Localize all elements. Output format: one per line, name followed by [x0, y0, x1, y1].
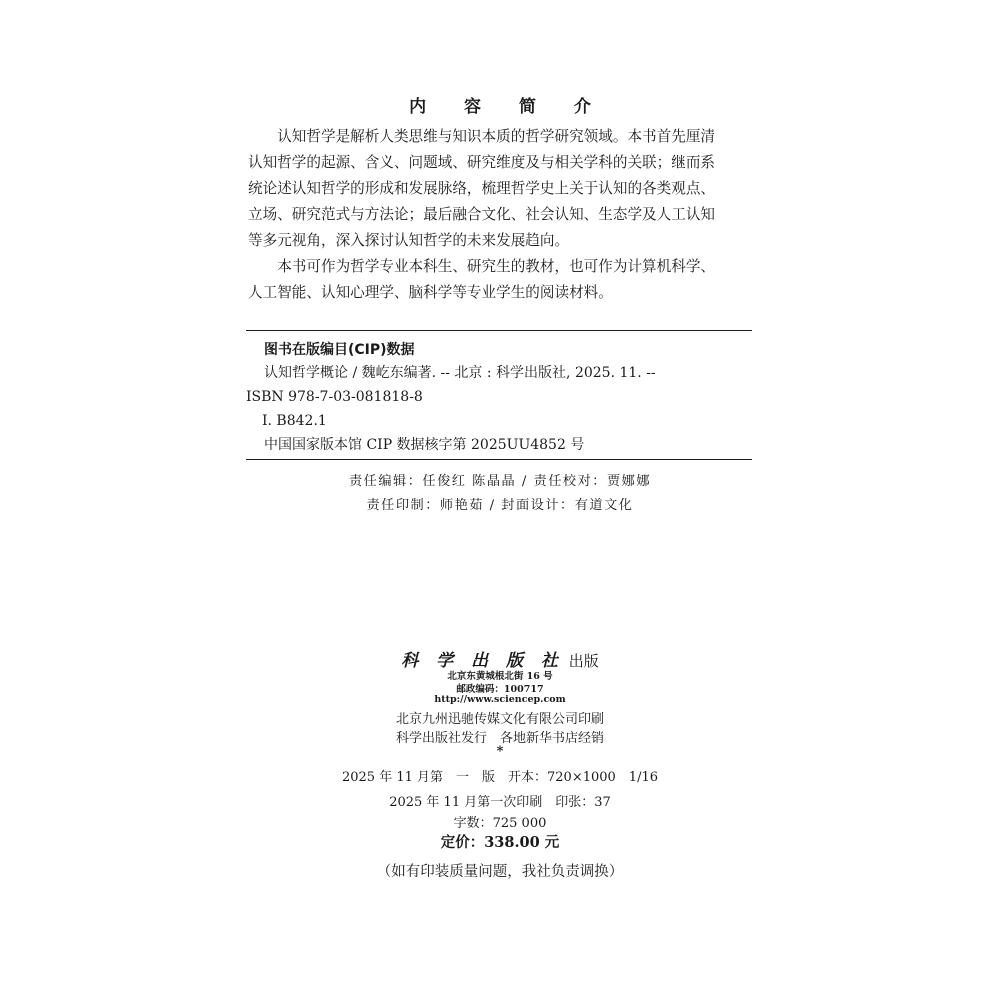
cip-bottom-rule [246, 459, 752, 460]
editors-line: 责任编辑：任俊红 陈晶晶 / 责任校对：贾娜娜 [348, 474, 652, 489]
intro-heading: 内 容 简 介 [409, 97, 607, 117]
word-count-line: 字数：725 000 [453, 816, 547, 831]
intro-line: 立场、研究范式与方法论；最后融合文化、社会认知、生态学及人工认知 [248, 206, 716, 223]
quality-note: （如有印装质量问题，我社负责调换） [376, 864, 624, 880]
cip-heading: 图书在版编目(CIP)数据 [264, 342, 415, 358]
intro-line: 本书可作为哲学专业本科生、研究生的教材，也可作为计算机科学、 [277, 258, 716, 275]
intro-line: 统论述认知哲学的形成和发展脉络，梳理哲学史上关于认知的各类观点、 [248, 180, 716, 197]
intro-line: 认知哲学是解析人类思维与知识本质的哲学研究领域。本书首先厘清 [277, 128, 716, 145]
cip-verification-number: 中国国家版本馆 CIP 数据核字第 2025UU4852 号 [264, 437, 585, 453]
intro-line: 人工智能、认知心理学、脑科学等专业学生的阅读材料。 [248, 284, 613, 301]
cip-top-rule [246, 330, 752, 331]
intro-paragraph-1 [248, 124, 756, 254]
intro-body [248, 124, 756, 306]
cip-classification: Ⅰ. B842.1 [262, 413, 327, 429]
cip-block [246, 330, 752, 460]
printer-line: 北京九州迅驰传媒文化有限公司印刷 [395, 712, 604, 727]
cip-record-line: 认知哲学概论 / 魏屹东编著. -- 北京 : 科学出版社, 2025. 11. -- [264, 365, 656, 381]
intro-line: 等多元视角，深入探讨认知哲学的未来发展趋向。 [248, 232, 570, 249]
cip-isbn: ISBN 978-7-03-081818-8 [246, 389, 423, 405]
printing-line: 2025 年 11 月第一次印刷 印张：37 [389, 795, 611, 810]
price-line: 定价：338.00 元 [440, 834, 560, 851]
publisher-address: 北京东黄城根北街 16 号 [447, 671, 553, 682]
edition-line: 2025 年 11 月第 一 版 开本：720×1000 1/16 [341, 770, 658, 785]
intro-paragraph-2 [248, 254, 756, 306]
publisher-postcode: 邮政编码：100717 [456, 684, 544, 695]
separator-asterisk: * [496, 744, 504, 759]
publisher-website: http://www.sciencep.com [434, 694, 566, 705]
publisher-suffix: 出版 [568, 652, 599, 670]
publisher-logo: 科 学 出 版 社 [401, 651, 564, 671]
printing-design-line: 责任印制：师艳茹 / 封面设计：有道文化 [366, 498, 634, 513]
cip-body [246, 361, 752, 459]
distribution-line: 科学出版社发行 各地新华书店经销 [395, 731, 604, 746]
intro-line: 认知哲学的起源、含义、问题域、研究维度及与相关学科的关联；继而系 [248, 154, 716, 171]
